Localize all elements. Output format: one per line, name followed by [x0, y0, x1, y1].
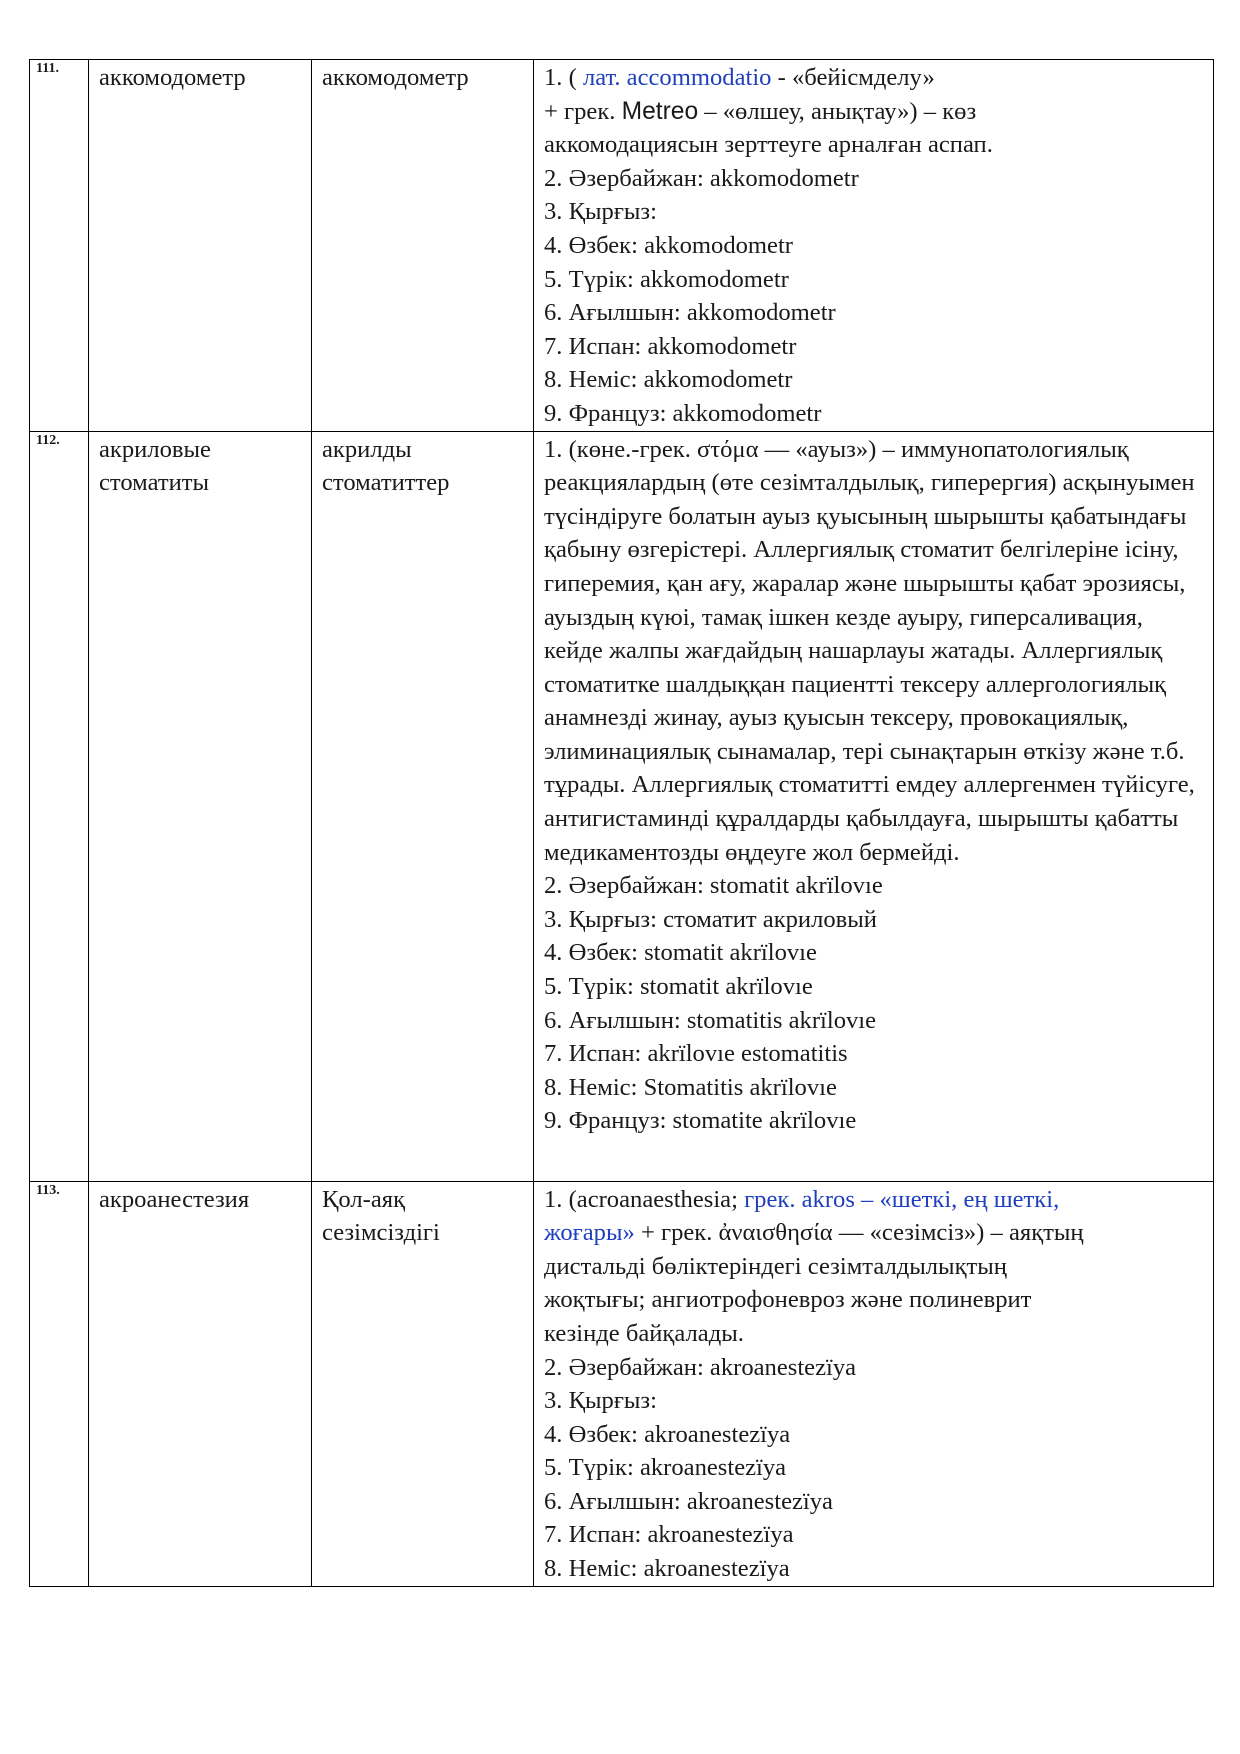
definition-line [544, 1104, 1201, 1138]
text-run: Metreo [621, 97, 699, 125]
text-run: 8. Неміс: akkomodometr [544, 366, 793, 394]
text-run: 9. Француз: akkomodometr [544, 399, 822, 427]
table-row [30, 431, 1214, 1181]
definition-line [544, 1418, 1201, 1452]
text-run: + грек. [544, 97, 622, 125]
definition-line [544, 1283, 1201, 1317]
definition-cell [534, 1181, 1214, 1586]
definition-line [544, 1250, 1201, 1284]
text-run: 7. Испан: akkomodometr [544, 332, 797, 360]
text-run: 2. Әзербайжан: akkomodometr [544, 164, 859, 192]
definition-cell [534, 60, 1214, 432]
text-run: 8. Неміс: akroanestezïya [544, 1555, 790, 1583]
text-run: 4. Өзбек: akkomodometr [544, 231, 793, 259]
definition-cell [534, 431, 1214, 1181]
definition-line [544, 1071, 1201, 1105]
definition-line [544, 162, 1201, 196]
text-run: 7. Испан: akrïlovıe estomatitis [544, 1040, 848, 1068]
text-run: – «өлшеу, анықтау») – көз [698, 97, 977, 125]
text-run: 4. Өзбек: stomatit akrïlovıe [544, 939, 817, 967]
entry-number: 111. [30, 60, 89, 432]
text-run: 3. Қырғыз: [544, 198, 657, 226]
definition-line [544, 1485, 1201, 1519]
text-run: 4. Өзбек: akroanestezïya [544, 1420, 791, 1448]
text-run: аккомодациясын зерттеуге арналған аспап. [544, 131, 993, 159]
term-russian: акроанестезия [89, 1181, 312, 1586]
definition-line [544, 1216, 1201, 1250]
text-run: 2. Әзербайжан: akroanestezïya [544, 1353, 857, 1381]
entry-number: 113. [30, 1181, 89, 1586]
definition-line [544, 61, 1201, 95]
term-kazakh: акрилды стоматиттер [312, 431, 534, 1181]
definition-line [544, 1183, 1201, 1217]
definition-lines [544, 61, 1201, 431]
glossary-table [29, 59, 1214, 1587]
text-run: 7. Испан: akroanestezïya [544, 1521, 794, 1549]
text-run: 9. Француз: stomatite akrïlovıe [544, 1107, 857, 1135]
definition-line [544, 1384, 1201, 1418]
text-run: лат. accommodatio [582, 64, 772, 91]
definition-line [544, 128, 1201, 162]
text-run: 5. Түрік: akkomodometr [544, 265, 789, 293]
definition-line [544, 1552, 1201, 1586]
definition-line [544, 397, 1201, 431]
term-kazakh: аккомодометр [312, 60, 534, 432]
definition-paragraph: 1. (көне.-грек. στόμα — «ауыз») – иммунопатологиялық реакциялардың (өте сезімталдылық, гиперергия) асқынуымен түсіндіруге болатын ауыз қуысының шырышты қабатындағы қабыну өзгерістері. Аллергиялық стоматит белгілеріне ісіну, гиперемия, қан ағу, жаралар және шырышты қабат эрозиясы, ауыздың күюі, тамақ ішкен кезде ауыру, гиперсаливация, кейде жалпы жағдайдың нашарлауы жатады. Аллергиялық стоматитке шалдыққан пациентті тексеру аллергологиялық анамнезді жинау, ауыз қуысын тексеру, провокациялық, элиминациялық сынамалар, тері сынақтарын өткізу және т.б. тұрады. Аллергиялық стоматитті емдеу аллергенмен түйісуге, антигистаминді құралдарды қабылдауға, шырышты қабатты медикаментозды өңдеуге жол бермейді. [544, 435, 1195, 866]
definition-line [544, 296, 1201, 330]
definition-lines [544, 869, 1201, 1138]
definition-line [544, 903, 1201, 937]
definition-line [544, 1317, 1201, 1351]
term-kazakh: Қол-аяқ сезімсіздігі [312, 1181, 534, 1586]
text-run: - «бейісмделу» [771, 64, 935, 91]
text-run: 3. Қырғыз: [544, 1387, 657, 1415]
text-run: 3. Қырғыз: стоматит акриловый [544, 905, 877, 933]
text-run: 5. Түрік: akroanestezïya [544, 1454, 787, 1482]
term-russian: акриловые стоматиты [89, 431, 312, 1181]
definition-line [544, 970, 1201, 1004]
definition-line [544, 1451, 1201, 1485]
definition-line [544, 363, 1201, 397]
text-run: 2. Әзербайжан: stomatit akrïlovıe [544, 872, 883, 900]
text-run: жоғары» [544, 1219, 635, 1247]
definition-line [544, 1351, 1201, 1385]
definition-line [544, 869, 1201, 903]
text-run: 1. (acroanaesthesia; [544, 1185, 745, 1213]
text-run: 6. Ағылшын: akkomodometr [544, 299, 836, 327]
definition-line [544, 330, 1201, 364]
text-run: 6. Ағылшын: stomatitis akrïlovıe [544, 1006, 877, 1034]
text-run: 1. ( [544, 64, 583, 91]
text-run: 8. Неміс: Stomatitis akrïlovıe [544, 1073, 837, 1101]
definition-line [544, 936, 1201, 970]
text-run: дистальді бөліктеріндегі сезімталдылықтың [544, 1252, 1007, 1280]
definition-lines [544, 1183, 1201, 1586]
table-row [30, 60, 1214, 432]
definition-line [544, 229, 1201, 263]
definition-line [544, 1518, 1201, 1552]
text-run: кезінде байқалады. [544, 1319, 744, 1347]
definition-line [544, 95, 1201, 129]
entry-number: 112. [30, 431, 89, 1181]
definition-line [544, 263, 1201, 297]
definition-line [544, 1004, 1201, 1038]
table-row [30, 1181, 1214, 1586]
text-run: + грек. ἀναισθησία — «сезімсіз») – аяқтың [634, 1219, 1084, 1247]
text-run: 6. Ағылшын: akroanestezïya [544, 1487, 833, 1515]
term-russian: аккомодометр [89, 60, 312, 432]
text-run: грек. akros – «шеткі, ең шеткі, [744, 1185, 1060, 1213]
text-run: 5. Түрік: stomatit akrïlovıe [544, 973, 813, 1001]
definition-line [544, 1037, 1201, 1071]
text-run: жоқтығы; ангиотрофоневроз және полиневрит [544, 1286, 1032, 1314]
definition-line [544, 195, 1201, 229]
